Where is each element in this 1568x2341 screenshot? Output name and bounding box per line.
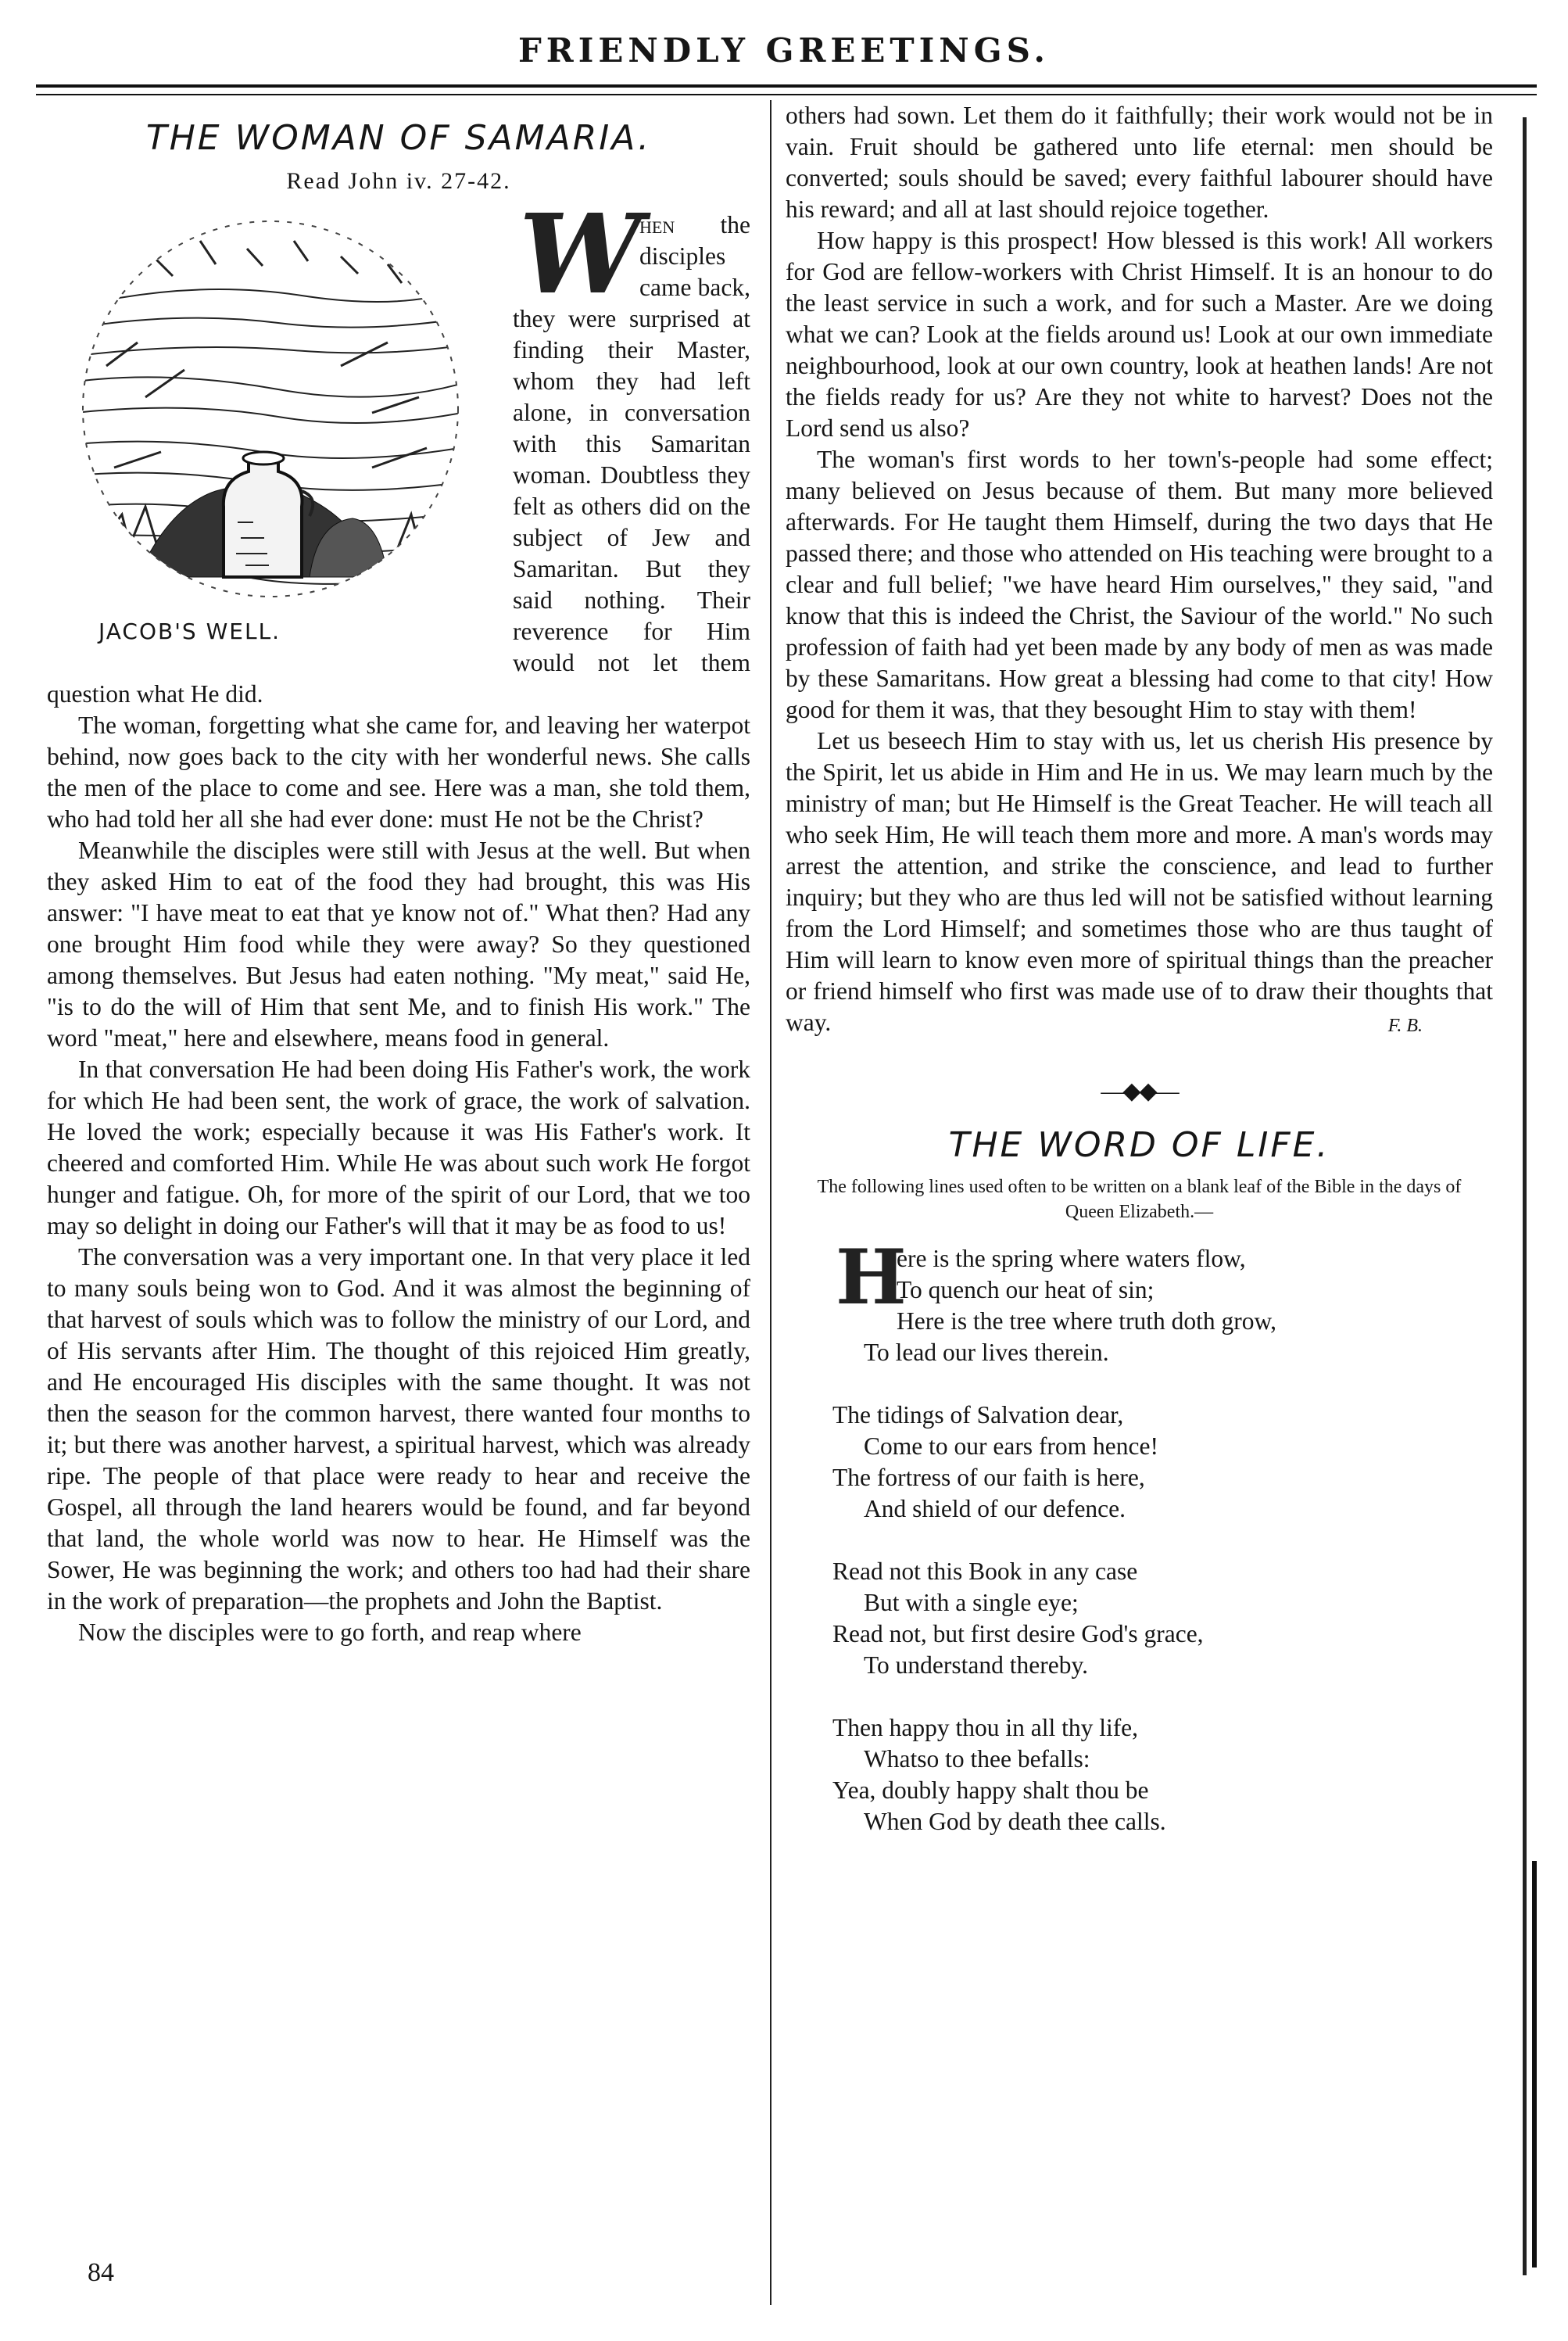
poem-line: Yea, doubly happy shalt thou be <box>832 1776 1149 1804</box>
jacobs-well-illustration <box>44 210 497 655</box>
poem-line: To lead our lives therein. <box>864 1339 1109 1366</box>
stanza-1 <box>832 1233 1493 1368</box>
paragraph-3: Meanwhile the disciples were still with Jesus at the well. But when they asked Him to eat of the food they had brought, this was His answer: "I have meat to eat that ye know not of." What then? Had any one brought Him food while they were away? So they questioned among themselves. But Jesus had eaten nothing. "My meat," said He, "is to do the will of Him that sent Me, and to finish His work." The word "meat," here and elsewhere, means food in general. <box>47 837 750 1052</box>
poem-line: Here is the tree where truth doth grow, <box>897 1307 1277 1335</box>
poem-line: When God by death thee calls. <box>864 1808 1166 1835</box>
left-column <box>47 100 750 1648</box>
poem-line: Read not, but first desire God's grace, <box>832 1620 1204 1647</box>
page-edge-rule <box>1523 117 1527 2275</box>
poem-line: To understand thereby. <box>864 1651 1089 1679</box>
poem-line: But with a single eye; <box>864 1589 1079 1616</box>
article-title: THE WOMAN OF SAMARIA. <box>145 118 652 158</box>
column-divider <box>770 100 771 2305</box>
poem-line: And shield of our defence. <box>864 1495 1126 1522</box>
paragraph-4: In that conversation He had been doing His Father's work, the work for which He had been sent, the work of grace, the work of salvation. He loved the work; especially because it was His Father's work. It cheered and comforted Him. While He was about such work He forgot hunger and fatigue. Oh, for more of the spirit of our Lord, that we too may so delight in doing our Father's will that it may be as food to us! <box>47 1056 750 1239</box>
poem <box>832 1233 1493 1837</box>
poem-line: To quench our heat of sin; <box>897 1276 1155 1303</box>
paragraph-7: others had sown. Let them do it faithfully; their work would not be in vain. Fruit should be gathered unto life eternal: men should be converted; souls should be saved; every faithful labourer should have his reward; and all at last should rejoice together. <box>786 102 1493 223</box>
author-signature: F. B. <box>1387 1016 1423 1036</box>
poem-title: THE WORD OF LIFE. <box>948 1125 1330 1165</box>
right-column <box>786 100 1493 1869</box>
illustration-caption: JACOB'S WELL. <box>98 618 281 644</box>
page-edge-rule-lower <box>1532 1861 1537 2268</box>
stanza-4 <box>832 1712 1493 1837</box>
poem-line: ere is the spring where waters flow, <box>897 1245 1246 1272</box>
paragraph-1-lead: hen <box>639 211 675 238</box>
stanza-2 <box>832 1400 1493 1525</box>
well-engraving-image <box>44 210 497 616</box>
poem-line: Read not this Book in any case <box>832 1558 1138 1585</box>
poem-introduction: The following lines used often to be written on a blank leaf of the Bible in the days of Queen Elizabeth.— <box>817 1177 1462 1222</box>
paragraph-9: The woman's first words to her town's-people had some effect; many believed on Jesus because of them. But many more believed afterwards. For He taught them Himself, during the two days that He passed there; and those who attended on His teaching were brought to a clear and full belief; "we have heard Him ourselves," they said, "and know that this is indeed the Christ, the Saviour of the world." No such profession of faith had yet been made by any body of men as was made by these Samaritans. How great a blessing had come to that city! How good for them it was, that they besought Him to stay with them! <box>786 446 1493 723</box>
poem-line: Come to our ears from hence! <box>864 1432 1158 1460</box>
header-rule-thin <box>36 94 1537 95</box>
header-rule <box>36 84 1537 88</box>
page-number: 84 <box>88 2258 114 2287</box>
section-ornament: —◆◆— <box>1101 1078 1178 1104</box>
paragraph-5: The conversation was a very important one. In that very place it led to many souls being won to God. And it was almost the beginning of that harvest of souls which was to follow the ministry of our Lord, and of His servants after Him. The thought of this rejoiced Him greatly, and He encouraged His disciples with the same thought. It was not then the season for the common harvest, there wanted four months to it; but there was another harvest, a spiritual harvest, which was already ripe. The people of that place were ready to hear and receive the Gospel, all through the land hearers would be found, and far beyond that land, the whole world was now to hear. He Himself was the Sower, He was beginning the work; and others too had had their share in the work of preparation—the prophets and John the Baptist. <box>47 1243 750 1615</box>
poem-dropcap-letter: H <box>836 1233 907 1321</box>
poem-line: The tidings of Salvation dear, <box>832 1401 1124 1429</box>
dropcap-letter: W <box>519 191 643 319</box>
scripture-reference: Read John iv. 27-42. <box>286 168 511 194</box>
stanza-3 <box>832 1556 1493 1681</box>
dropcap-w <box>513 191 643 319</box>
poem-line: Then happy thou in all thy life, <box>832 1714 1139 1741</box>
paragraph-1-text: the disciples came back, they were surprised at finding their Master, whom they had left alone, in conversation with this Samaritan woman. Doubtless they felt as others did on the subject of Jew and Samaritan. But they said nothing. Their reverence for Him would not let them question what He did. <box>47 211 750 708</box>
paragraph-6: Now the disciples were to go forth, and reap where <box>78 1619 582 1646</box>
paragraph-8: How happy is this prospect! How blessed is this work! All workers for God are fellow-workers with Christ Himself. It is an honour to do the least service in such a work, and for such a Master. Are we doing what we can? Look at the fields around us! Look at our own immediate neighbourhood, look at our own country, look at heathen lands! Are not the fields ready for us? Are they not white to harvest? Does not the Lord send us also? <box>786 227 1493 442</box>
poem-line: Whatso to thee befalls: <box>864 1745 1090 1773</box>
dropcap-h <box>832 1233 907 1321</box>
page-header: FRIENDLY GREETINGS. <box>517 31 1051 70</box>
poem-line: The fortress of our faith is here, <box>832 1464 1145 1491</box>
paragraph-10: Let us beseech Him to stay with us, let us cherish His presence by the Spirit, let us abide in Him and He in us. We may learn much by the ministry of man; but He Himself is the Great Teacher. He will teach all who seek Him, He will teach them more and more. A man's words may arrest the attention, and strike the conscience, and lead to further inquiry; but they who are thus led will not be satisfied without learning from the Lord Himself; and sometimes those who are thus taught of Him will learn to know even more of spiritual things than the preacher or friend himself who first was made use of to draw their thoughts that way. <box>786 727 1493 1036</box>
paragraph-2: The woman, forgetting what she came for, and leaving her waterpot behind, now goes back to the city with her wonderful news. She calls the men of the place to come and see. Here was a man, she told them, who had told her all she had ever done: must He not be the Christ? <box>47 712 750 833</box>
